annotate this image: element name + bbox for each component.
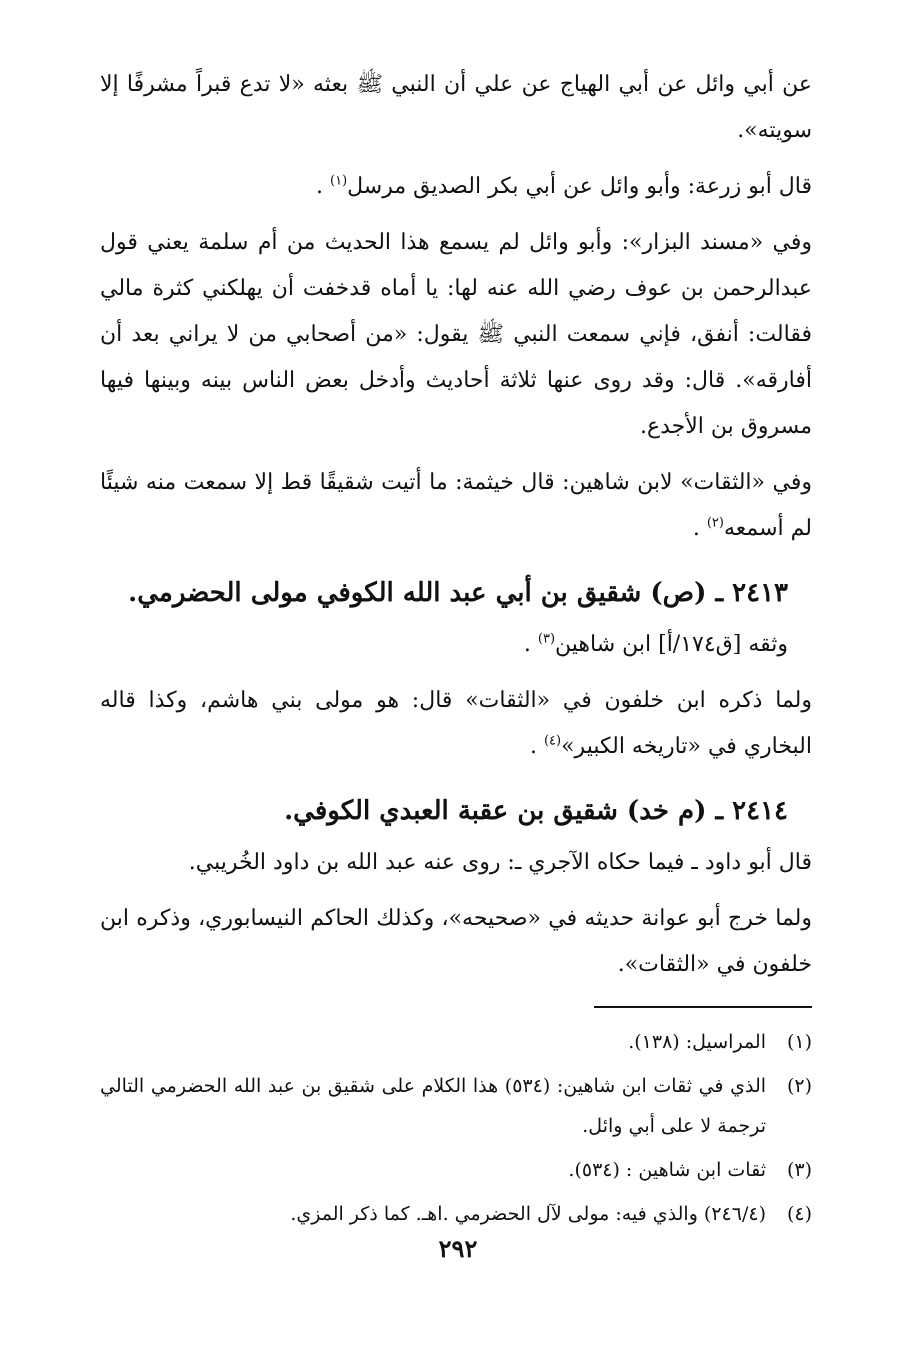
paragraph-musnad-bazzar (100, 220, 812, 450)
footnote-text: الذي في ثقات ابن شاهين: (٥٣٤) هذا الكلام على شقيق بن عبد الله الحضرمي التالي ترجمة لا على أبي وائل. (100, 1075, 767, 1137)
paragraph-end: . (523, 632, 538, 657)
footnote-marker-2[interactable]: (٢) (706, 515, 724, 531)
footnote-number: (٤) (786, 1203, 812, 1225)
paragraph-text: عن أبي وائل عن أبي الهياج عن علي أن النبي ﷺ بعثه «لا تدع قبراً مشرفًا إلا سويته». (100, 72, 812, 143)
paragraph-text: قال أبو داود ـ فيما حكاه الآجري ـ: روى عنه عبد الله بن داود الخُريبي. (188, 850, 812, 875)
footnote-item (100, 1066, 812, 1146)
paragraph-text: ولما ذكره ابن خلفون في «الثقات» قال: هو مولى بني هاشم، وكذا قاله البخاري في «تاريخه الكبير» (100, 688, 812, 759)
footnote-text: المراسيل: (١٣٨). (628, 1031, 766, 1053)
footnote-item (100, 1022, 812, 1062)
paragraph-text: وفي «مسند البزار»: وأبو وائل لم يسمع هذا الحديث من أم سلمة يعني قول عبدالرحمن بن عوف رضي الله عنه لها: يا أماه قدخفت أن يهلكني كثرة مالي فقالت: أنفق، فإني سمعت النبي ﷺ يقول: «من أصحابي من لا يراني بعد أن أفارقه». قال: وقد روى عنها ثلاثة أحاديث وأدخل بعض الناس بينه وبينها فيها مسروق بن الأجدع. (100, 230, 812, 439)
page-content (100, 62, 812, 1238)
paragraph-abu-wail-grave (100, 62, 812, 154)
paragraph-2414-abu-awana (100, 896, 812, 988)
paragraph-2413-ibn-khalfun (100, 678, 812, 770)
paragraph-end: . (692, 516, 707, 541)
paragraph-text: وفي «الثقات» لابن شاهين: قال خيثمة: ما أتيت شقيقًا قط إلا سمعت منه شيئًا لم أسمعه (100, 470, 812, 541)
footnote-item (100, 1150, 812, 1190)
entry-heading-2414: ٢٤١٤ ـ (م خد) شقيق بن عقبة العبدي الكوفي. (284, 796, 788, 826)
footnote-item (100, 1194, 812, 1234)
paragraph-text: ولما خرج أبو عوانة حديثه في «صحيحه»، وكذلك الحاكم النيسابوري، وذكره ابن خلفون في «الثقات». (100, 906, 812, 977)
footnote-text: ثقات ابن شاهين : (٥٣٤). (568, 1159, 766, 1181)
entry-heading-2413: ٢٤١٣ ـ (ص) شقيق بن أبي عبد الله الكوفي مولى الحضرمي. (128, 578, 788, 608)
page-number: ٢٩٢ (438, 1234, 478, 1263)
paragraph-end: . (316, 174, 330, 199)
footnotes (100, 1022, 812, 1234)
footnote-number: (٢) (786, 1075, 812, 1097)
footnote-marker-4[interactable]: (٤) (543, 733, 562, 749)
footnote-number: (٣) (786, 1159, 812, 1181)
footnote-text: (٢٤٦/٤) والذي فيه: مولى لآل الحضرمي .اهـ. كما ذكر المزي. (290, 1203, 766, 1225)
footnote-marker-1[interactable]: (١) (330, 173, 348, 189)
paragraph-2414-abu-dawud (100, 840, 812, 886)
paragraph-abu-zuraa (100, 164, 812, 210)
paragraph-text: وثقه [ق١٧٤/أ] ابن شاهين (555, 632, 788, 657)
paragraph-end: . (529, 734, 544, 759)
paragraph-2413-tawthiq (100, 622, 788, 668)
footnote-number: (١) (786, 1031, 812, 1053)
paragraph-text: قال أبو زرعة: وأبو وائل عن أبي بكر الصديق مرسل (347, 174, 812, 199)
footnote-divider (594, 1006, 812, 1008)
paragraph-thiqat-ibn-shahin (100, 460, 812, 552)
footnote-marker-3[interactable]: (٣) (537, 631, 556, 647)
